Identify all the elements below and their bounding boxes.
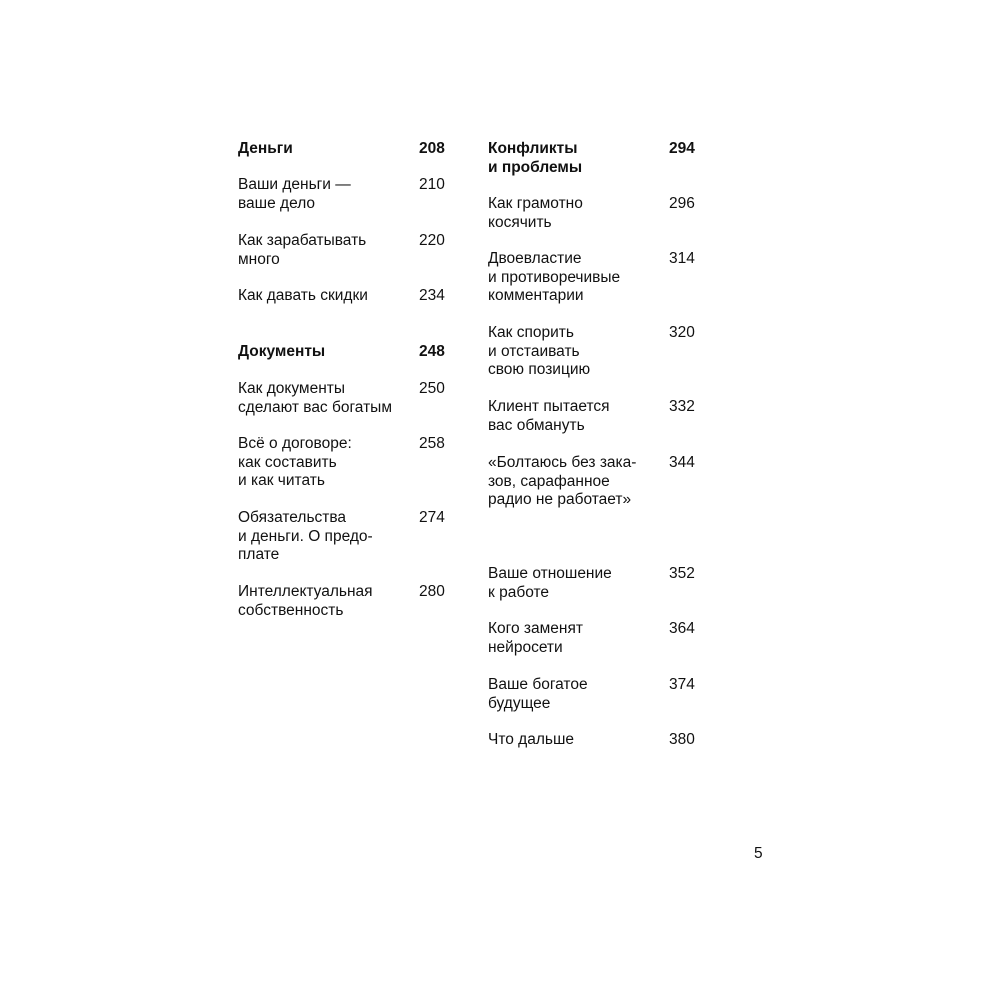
toc-entry-page: 234: [419, 287, 445, 304]
toc-entry-title: Как грамотно косячить: [488, 195, 583, 231]
toc-entry-title: Ваше отношение к работе: [488, 565, 612, 601]
toc-entry-page: 208: [419, 140, 445, 157]
toc-entry-title: Интеллектуальная собственность: [238, 583, 373, 619]
toc-entry-page: 352: [669, 565, 695, 582]
toc-entry-title: Ваше богатое будущее: [488, 676, 588, 712]
toc-entry-page: 380: [669, 731, 695, 748]
toc-entry-page: 220: [419, 232, 445, 249]
toc-entry-title: Как давать скидки: [238, 287, 368, 304]
toc-entry-page: 364: [669, 620, 695, 637]
toc-entry-page: 296: [669, 195, 695, 212]
toc-entry-page: 280: [419, 583, 445, 600]
toc-entry-title: «Болтаюсь без зака- зов, сарафанное радио не работает»: [488, 454, 637, 508]
toc-entry-page: 320: [669, 324, 695, 341]
toc-entry-page: 258: [419, 435, 445, 452]
toc-entry-title: Ваши деньги — ваше дело: [238, 176, 351, 212]
toc-entry-title: Всё о договоре: как составить и как читать: [238, 435, 352, 489]
toc-entry-page: 250: [419, 380, 445, 397]
toc-entry-title: Двоевластие и противоречивые комментарии: [488, 250, 621, 304]
toc-entry-title: Документы: [238, 343, 326, 360]
toc-entry-title: Клиент пытается вас обмануть: [488, 398, 610, 434]
page-number: 5: [754, 845, 763, 862]
toc-entry-title: Как зарабатывать много: [238, 232, 367, 268]
toc-entry-page: 374: [669, 676, 695, 693]
toc-entry-page: 248: [419, 343, 445, 360]
toc-entry-title: Что дальше: [488, 731, 575, 748]
toc-entry-title: Деньги: [238, 140, 293, 157]
toc-entry-page: 314: [669, 250, 695, 267]
toc-entry-page: 274: [419, 509, 445, 526]
toc-entry-title: Как документы сделают вас богатым: [238, 380, 392, 416]
toc-entry-title: Как спорить и отстаивать свою позицию: [488, 324, 591, 378]
toc-entry-title: Обязательства и деньги. О предо- плате: [238, 509, 373, 563]
toc-entry-page: 332: [669, 398, 695, 415]
toc-entry-page: 344: [669, 454, 695, 471]
toc-entry-page: 210: [419, 176, 445, 193]
toc-entry-page: 294: [669, 140, 695, 157]
toc-entry-title: Конфликты и проблемы: [488, 140, 583, 176]
toc-entry-title: Кого заменят нейросети: [488, 620, 583, 656]
